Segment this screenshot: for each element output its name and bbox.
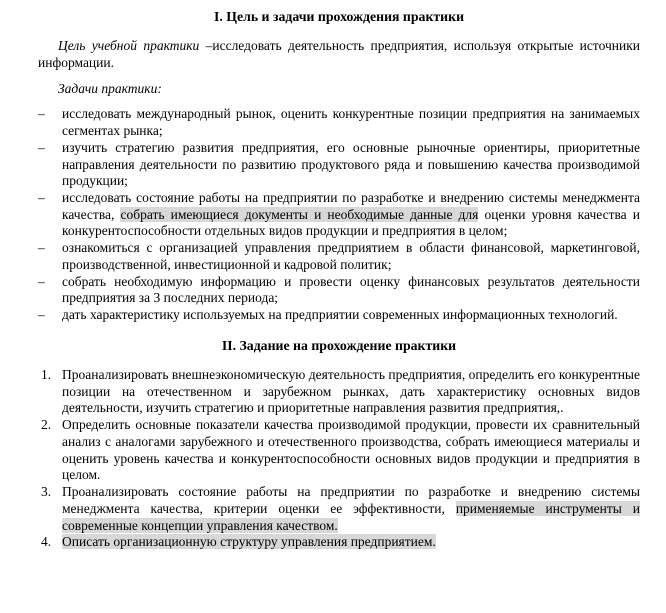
task-list-item — [38, 190, 640, 240]
assignment-item — [38, 484, 640, 534]
section1-heading: I. Цель и задачи прохождения практики — [213, 9, 465, 24]
task-list-item — [38, 106, 640, 139]
task-list-item — [38, 140, 640, 190]
item-number: 3. — [41, 484, 52, 500]
assignment-item — [38, 367, 640, 417]
highlighted-text: Описать организационную структуру управления предприятием. — [62, 534, 436, 550]
assignment-item — [38, 534, 640, 551]
item-number: 4. — [41, 534, 52, 550]
bullet-dash: – — [38, 106, 45, 122]
tasks-label: Задачи практики: — [58, 80, 162, 96]
text-run: ознакомиться с организацией управления предприятием в области финансовой, маркетинговой, производственной, инвестиционной и кадровой политик; — [62, 240, 640, 272]
intro-lead-italic: Цель учебной практики — [58, 38, 206, 54]
intro-paragraph — [38, 38, 640, 71]
text-run: дать характеристику используемых на предприятии современных информационных технологий. — [62, 307, 618, 323]
item-number: 2. — [41, 417, 52, 433]
task-list-item — [38, 274, 640, 307]
bullet-dash: – — [38, 139, 45, 155]
highlighted-text: собрать имеющиеся документы и необходимые данные для — [120, 206, 479, 222]
text-run: изучить стратегию развития предприятия, его основные рыночные ориентиры, приоритетные направления деятельности по развитию продуктового ряда и повышению качества производимой продукции; — [62, 139, 640, 189]
intro-rest: –исследовать деятельность предприятия, используя открытые источники информации. — [38, 38, 641, 70]
tasks-list — [38, 106, 640, 324]
text-run: Определить основные показатели качества производимой продукции, провести их сравнительный анализ с аналогами зарубежного и отечественного производства, собрать имеющиеся материалы и оценить уровень качества и конкурентоспособности основных видов продукции и предприятия в целом. — [62, 417, 640, 483]
bullet-dash: – — [38, 189, 45, 205]
text-run: исследовать международный рынок, оценить конкурентные позиции предприятия на занимаемых сегментах рынка; — [62, 106, 640, 139]
bullet-dash: – — [38, 307, 45, 323]
text-run: Проанализировать внешнеэкономическую деятельность предприятия, определить его конкурентные позиции на отечественном и зарубежном рынках, дать характеристику основных видов деятельности, изучить стратегию и приоритетные направления развития предприятия,. — [62, 366, 640, 416]
section2-heading: II. Задание на прохождение практики — [221, 337, 457, 353]
assignments-list — [38, 367, 640, 551]
text-run: Проанализировать состояние работы на предприятии по разработке и внедрению системы менеджмента качества, критерии оценки ее эффективности, — [62, 484, 640, 516]
task-list-item — [38, 307, 640, 324]
text-run: исследовать состояние работы на предприятии по разработке и внедрению системы менеджмента качества, — [62, 189, 640, 222]
bullet-dash: – — [38, 240, 45, 256]
task-list-item — [38, 240, 640, 273]
bullet-dash: – — [38, 273, 45, 289]
highlighted-text: применяемые инструменты и современные концепции управления качеством. — [62, 500, 640, 533]
text-run: оценки уровня качества и конкурентоспособности отдельных видов продукции и предприятия в целом; — [62, 206, 640, 239]
assignment-item — [38, 417, 640, 484]
text-run: собрать необходимую информацию и провести оценку финансовых результатов деятельности предприятия за 3 последних периода; — [62, 273, 640, 306]
item-number: 1. — [41, 366, 52, 382]
